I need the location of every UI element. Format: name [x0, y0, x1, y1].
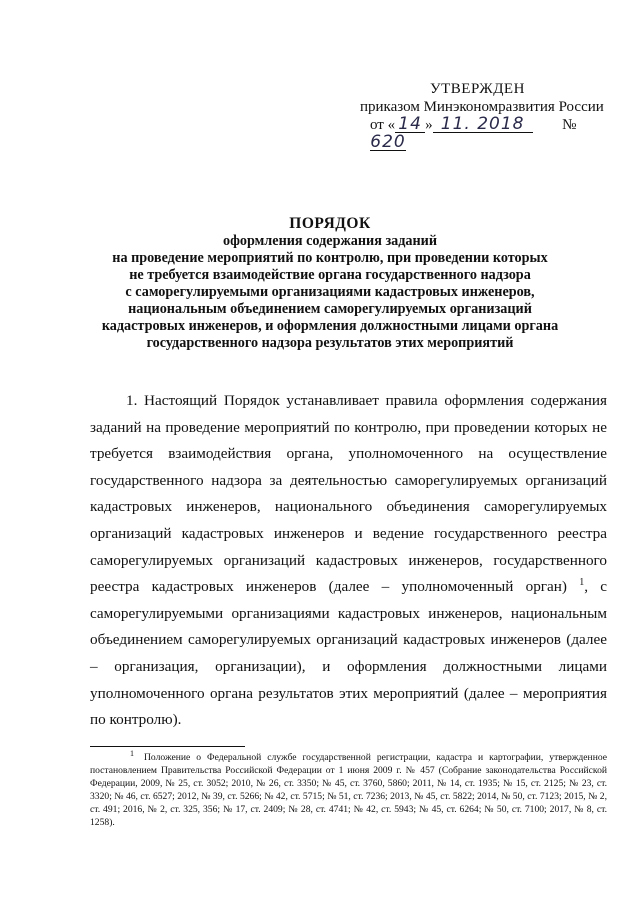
paragraph-1-part-1: 1. Настоящий Порядок устанавливает правила оформления содержания заданий на проведение мероприятий по контролю, при проведении которых не требуется взаимодействия органа, уполномоченного на осуществление государственного надзора за деятельностью саморегулируемых организаций кадастровых инженеров, национального объединения саморегулируемых организаций кадастровых инженеров и ведение государственного реестра саморегулируемых организаций кадастровых инженеров, государственного реестра кадастровых инженеров (далее – уполномоченный орган) — [90, 392, 607, 596]
title-heading: ПОРЯДОК — [289, 215, 371, 232]
footnote-divider — [90, 746, 245, 747]
title-line: на проведение мероприятий по контролю, при проведении которых — [112, 250, 548, 266]
order-day: 14 — [395, 116, 425, 133]
approval-stamp — [360, 80, 610, 152]
title-line: с саморегулируемыми организациями кадастровых инженеров, — [125, 284, 535, 300]
order-reference: приказом Минэкономразвития России — [360, 99, 604, 115]
date-prefix: от « — [370, 117, 396, 133]
title-line: государственного надзора результатов этих мероприятий — [146, 335, 514, 351]
title-line: оформления содержания заданий — [222, 233, 438, 249]
number-prefix: № — [562, 117, 577, 133]
title-line: кадастровых инженеров, и оформления должностными лицами органа — [101, 318, 559, 334]
footnote-text: Положение о Федеральной службе государственной регистрации, кадастра и картографии, утвержденное постановлением Правительства Российской Федерации от 1 июня 2009 г. № 457 (Собрание законодательства Российской Федерации, 2009, № 25, ст. 3052; 2010, № 26, ст. 3350; № 45, ст. 3760, 5860; 2011, № 14, ст. 1935; № 15, ст. 2125; № 23, ст. 3320; № 46, ст. 6527; 2012, № 39, ст. 5266; № 42, ст. 5715; № 51, ст. 7236; 2013, № 45, ст. 5822; 2014, № 50, ст. 7123; 2015, № 2, ст. 491; 2016, № 2, ст. 325, 356; № 17, ст. 2409; № 28, ст. 4741; № 42, ст. 5943; № 45, ст. 6264; № 50, ст. 7100; 2017, № 8, ст. 1258). — [90, 752, 607, 828]
order-date-line — [360, 116, 610, 152]
order-month-year: 11. 2018 — [433, 116, 533, 133]
date-mid: » — [425, 117, 433, 133]
paragraph-1 — [90, 388, 607, 734]
footnote-reference: 1 — [579, 577, 585, 589]
document-title — [60, 215, 600, 352]
title-line: национальным объединением саморегулируемых организаций — [128, 301, 532, 317]
footnote-marker: 1 — [130, 748, 134, 758]
paragraph-1-part-2: , с саморегулируемыми организациями кадастровых инженеров, национальным объединением саморегулируемых организаций кадастровых инженеров (далее – организация, организации), и оформления должностными лицами уполномоченного органа результатов этих мероприятий (далее – мероприятия по контролю). — [90, 578, 607, 729]
footnote — [90, 748, 607, 829]
approved-heading: УТВЕРЖДЕН — [430, 81, 525, 97]
title-line: не требуется взаимодействие органа государственного надзора — [129, 267, 531, 283]
order-number: 620 — [370, 132, 406, 152]
